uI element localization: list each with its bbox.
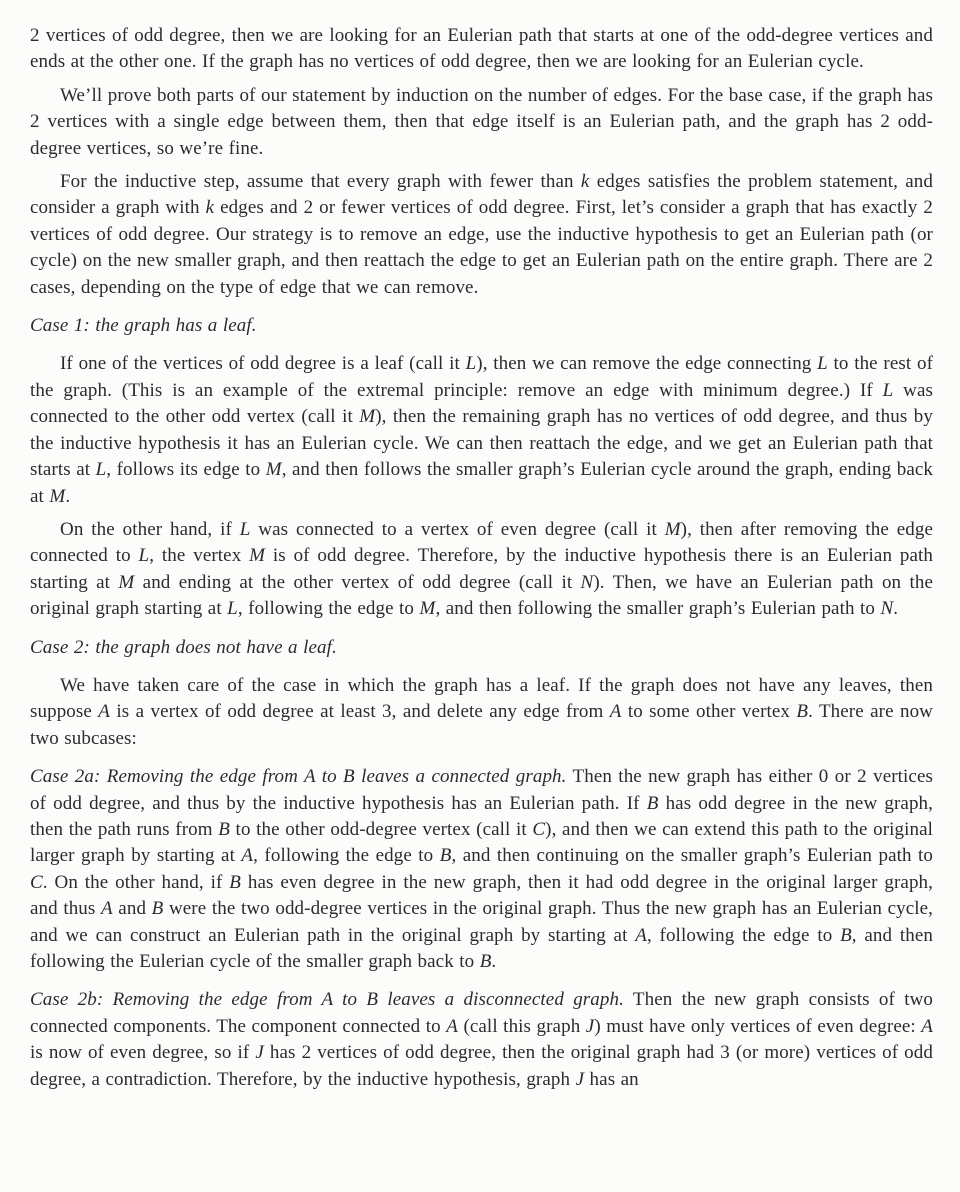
text-run: is a vertex of odd degree at least 3, and delete any edge from: [110, 701, 610, 723]
text-run: , following the edge to: [253, 845, 440, 867]
italic-run: B: [840, 924, 852, 946]
text-run: , follows its edge to: [106, 459, 266, 481]
text-run: (call this graph: [457, 1015, 586, 1037]
italic-run: B: [151, 898, 164, 920]
italic-run: J: [575, 1068, 585, 1090]
text-run: Then the new graph consists of two connected components. The component connected to: [30, 989, 933, 1037]
italic-run: J: [585, 1015, 595, 1037]
italic-run: N: [880, 598, 894, 620]
text-run: Then the new graph has either 0 or 2 vertices of odd degree, and thus by the inductive hypothesis has an Eulerian path. If: [30, 766, 933, 814]
italic-run: L: [817, 353, 828, 375]
case-heading: [30, 635, 933, 661]
text-run: , following the edge to: [237, 598, 420, 620]
italic-run: M: [664, 518, 681, 540]
text-run: We have taken care of the case in which the graph has a leaf. If the graph does not have any leaves, then suppose: [30, 674, 933, 723]
text-run: . There are now two subcases:: [30, 701, 934, 749]
text-run: is now of even degree, so if: [30, 1042, 256, 1064]
text-run: was connected to the other odd vertex (call it: [30, 379, 933, 428]
paragraph: [30, 23, 933, 76]
text-run: , following the edge to: [646, 924, 841, 946]
text-run: ). Then, we have an Eulerian path on the original graph starting at: [30, 571, 933, 620]
italic-run: Case 2: the graph does not have a leaf.: [30, 636, 337, 658]
italic-run: L: [227, 598, 238, 620]
paragraph: [30, 169, 933, 301]
text-run: , and then following the Eulerian cycle of the smaller graph back to: [30, 924, 933, 972]
text-run: has odd degree in the new graph, then the path runs from: [30, 792, 934, 840]
text-run: were the two odd-degree vertices in the original graph. Thus the new graph has an Eulerian cycle, and we can construct an Eulerian path in the original graph by starting at: [30, 898, 933, 946]
text-run: 2 vertices of odd degree, then we are looking for an Eulerian path that starts at one of the odd-degree vertices and ends at the other one. If the graph has no vertices of odd degree, then we are looking for an Eulerian cycle.: [30, 25, 933, 73]
text-run: to the rest of the graph. (This is an example of the extremal principle: remove an edge with minimum degree.) If: [30, 353, 934, 401]
text-run: and ending at the other vertex of odd degree (call it: [134, 571, 581, 593]
italic-run: M: [118, 571, 135, 593]
text-run: ), then the remaining graph has no vertices of odd degree, and thus by the inductive hypothesis it has an Eulerian cycle. We can then reattach the edge, and we get an Eulerian path that starts at: [30, 406, 933, 481]
paragraph: [30, 83, 933, 162]
text-run: and: [112, 898, 152, 920]
case-heading: [30, 313, 933, 339]
italic-run: C: [30, 871, 43, 893]
text-run: , and then follows the smaller graph’s Eulerian cycle around the graph, ending back at: [30, 459, 933, 507]
italic-run: B: [229, 871, 241, 893]
text-run: If one of the vertices of odd degree is a leaf (call it: [60, 353, 466, 375]
text-run: edges satisfies the problem statement, and consider a graph with: [30, 171, 933, 219]
italic-run: B: [796, 701, 809, 723]
italic-run: L: [95, 459, 107, 481]
text-run: .: [893, 598, 899, 620]
italic-run: A: [635, 924, 647, 946]
italic-run: M: [265, 459, 282, 481]
italic-run: L: [239, 518, 251, 540]
italic-run: M: [419, 598, 436, 620]
text-run: On the other hand, if: [60, 518, 240, 540]
text-run: ) must have only vertices of even degree:: [594, 1015, 922, 1037]
italic-run: A: [446, 1015, 458, 1037]
italic-run: M: [49, 485, 66, 507]
text-run: , and then continuing on the smaller graph’s Eulerian path to: [451, 845, 933, 867]
italic-run: L: [138, 545, 150, 567]
italic-run: B: [646, 792, 659, 814]
text-column: [30, 23, 933, 1093]
italic-run: L: [465, 353, 477, 375]
case-paragraph: [30, 987, 933, 1093]
italic-run: k: [205, 197, 215, 219]
italic-run: Case 2b: Removing the edge from A to B leaves a disconnected graph.: [30, 989, 624, 1011]
italic-run: N: [580, 571, 594, 593]
text-run: We’ll prove both parts of our statement by induction on the number of edges. For the base case, if the graph has 2 vertices with a single edge between them, then that edge itself is an Eulerian path, and the graph has 2 odd-degree vertices, so we’re fine.: [30, 84, 933, 159]
italic-run: M: [249, 545, 266, 567]
text-run: ), and then we can extend this path to the original larger graph by starting at: [30, 818, 933, 867]
italic-run: A: [609, 701, 622, 723]
text-run: .: [491, 951, 497, 972]
text-run: .: [65, 485, 71, 507]
text-run: to some other vertex: [621, 701, 797, 723]
italic-run: B: [218, 818, 230, 840]
paragraph: [30, 517, 933, 623]
text-run: . On the other hand, if: [42, 871, 230, 893]
text-run: ), then after removing the edge connected to: [30, 518, 933, 567]
italic-run: A: [921, 1015, 933, 1037]
text-run: edges and 2 or fewer vertices of odd degree. First, let’s consider a graph that has exactly 2 vertices of odd degree. Our strategy is to remove an edge, use the inductive hypothesis to get an Eulerian path (or cycle) on the new smaller graph, and then reattach the edge to get an Eulerian path on the entire graph. There are 2 cases, depending on the type of edge that we can remove.: [30, 197, 933, 298]
italic-run: Case 1: the graph has a leaf.: [30, 315, 257, 337]
italic-run: M: [359, 406, 376, 428]
italic-run: J: [255, 1042, 264, 1064]
italic-run: A: [101, 898, 113, 920]
text-run: is of odd degree. Therefore, by the inductive hypothesis there is an Eulerian path starting at: [30, 545, 933, 593]
text-run: has 2 vertices of odd degree, then the original graph had 3 (or more) vertices of odd degree, a contradiction. Therefore, by the inductive hypothesis, graph: [30, 1042, 933, 1090]
paragraph: [30, 351, 933, 509]
text-run: ), then we can remove the edge connecting: [476, 353, 818, 375]
italic-run: B: [479, 951, 492, 972]
italic-run: B: [439, 845, 452, 867]
text-run: has an: [584, 1068, 639, 1090]
italic-run: L: [882, 379, 894, 401]
paragraph: [30, 673, 933, 752]
italic-run: k: [580, 171, 590, 193]
text-run: , the vertex: [149, 545, 250, 567]
text-run: has even degree in the new graph, then it had odd degree in the original larger graph, and thus: [30, 871, 933, 920]
text-run: , and then following the smaller graph’s Eulerian path to: [435, 598, 881, 620]
italic-run: A: [98, 701, 111, 723]
italic-run: C: [532, 818, 546, 840]
text-run: to the other odd-degree vertex (call it: [229, 818, 533, 840]
case-paragraph: [30, 764, 933, 975]
italic-run: Case 2a: Removing the edge from A to B leaves a connected graph.: [30, 766, 567, 788]
text-run: For the inductive step, assume that every graph with fewer than: [60, 171, 581, 193]
text-run: was connected to a vertex of even degree (call it: [250, 518, 665, 540]
italic-run: A: [241, 845, 254, 867]
